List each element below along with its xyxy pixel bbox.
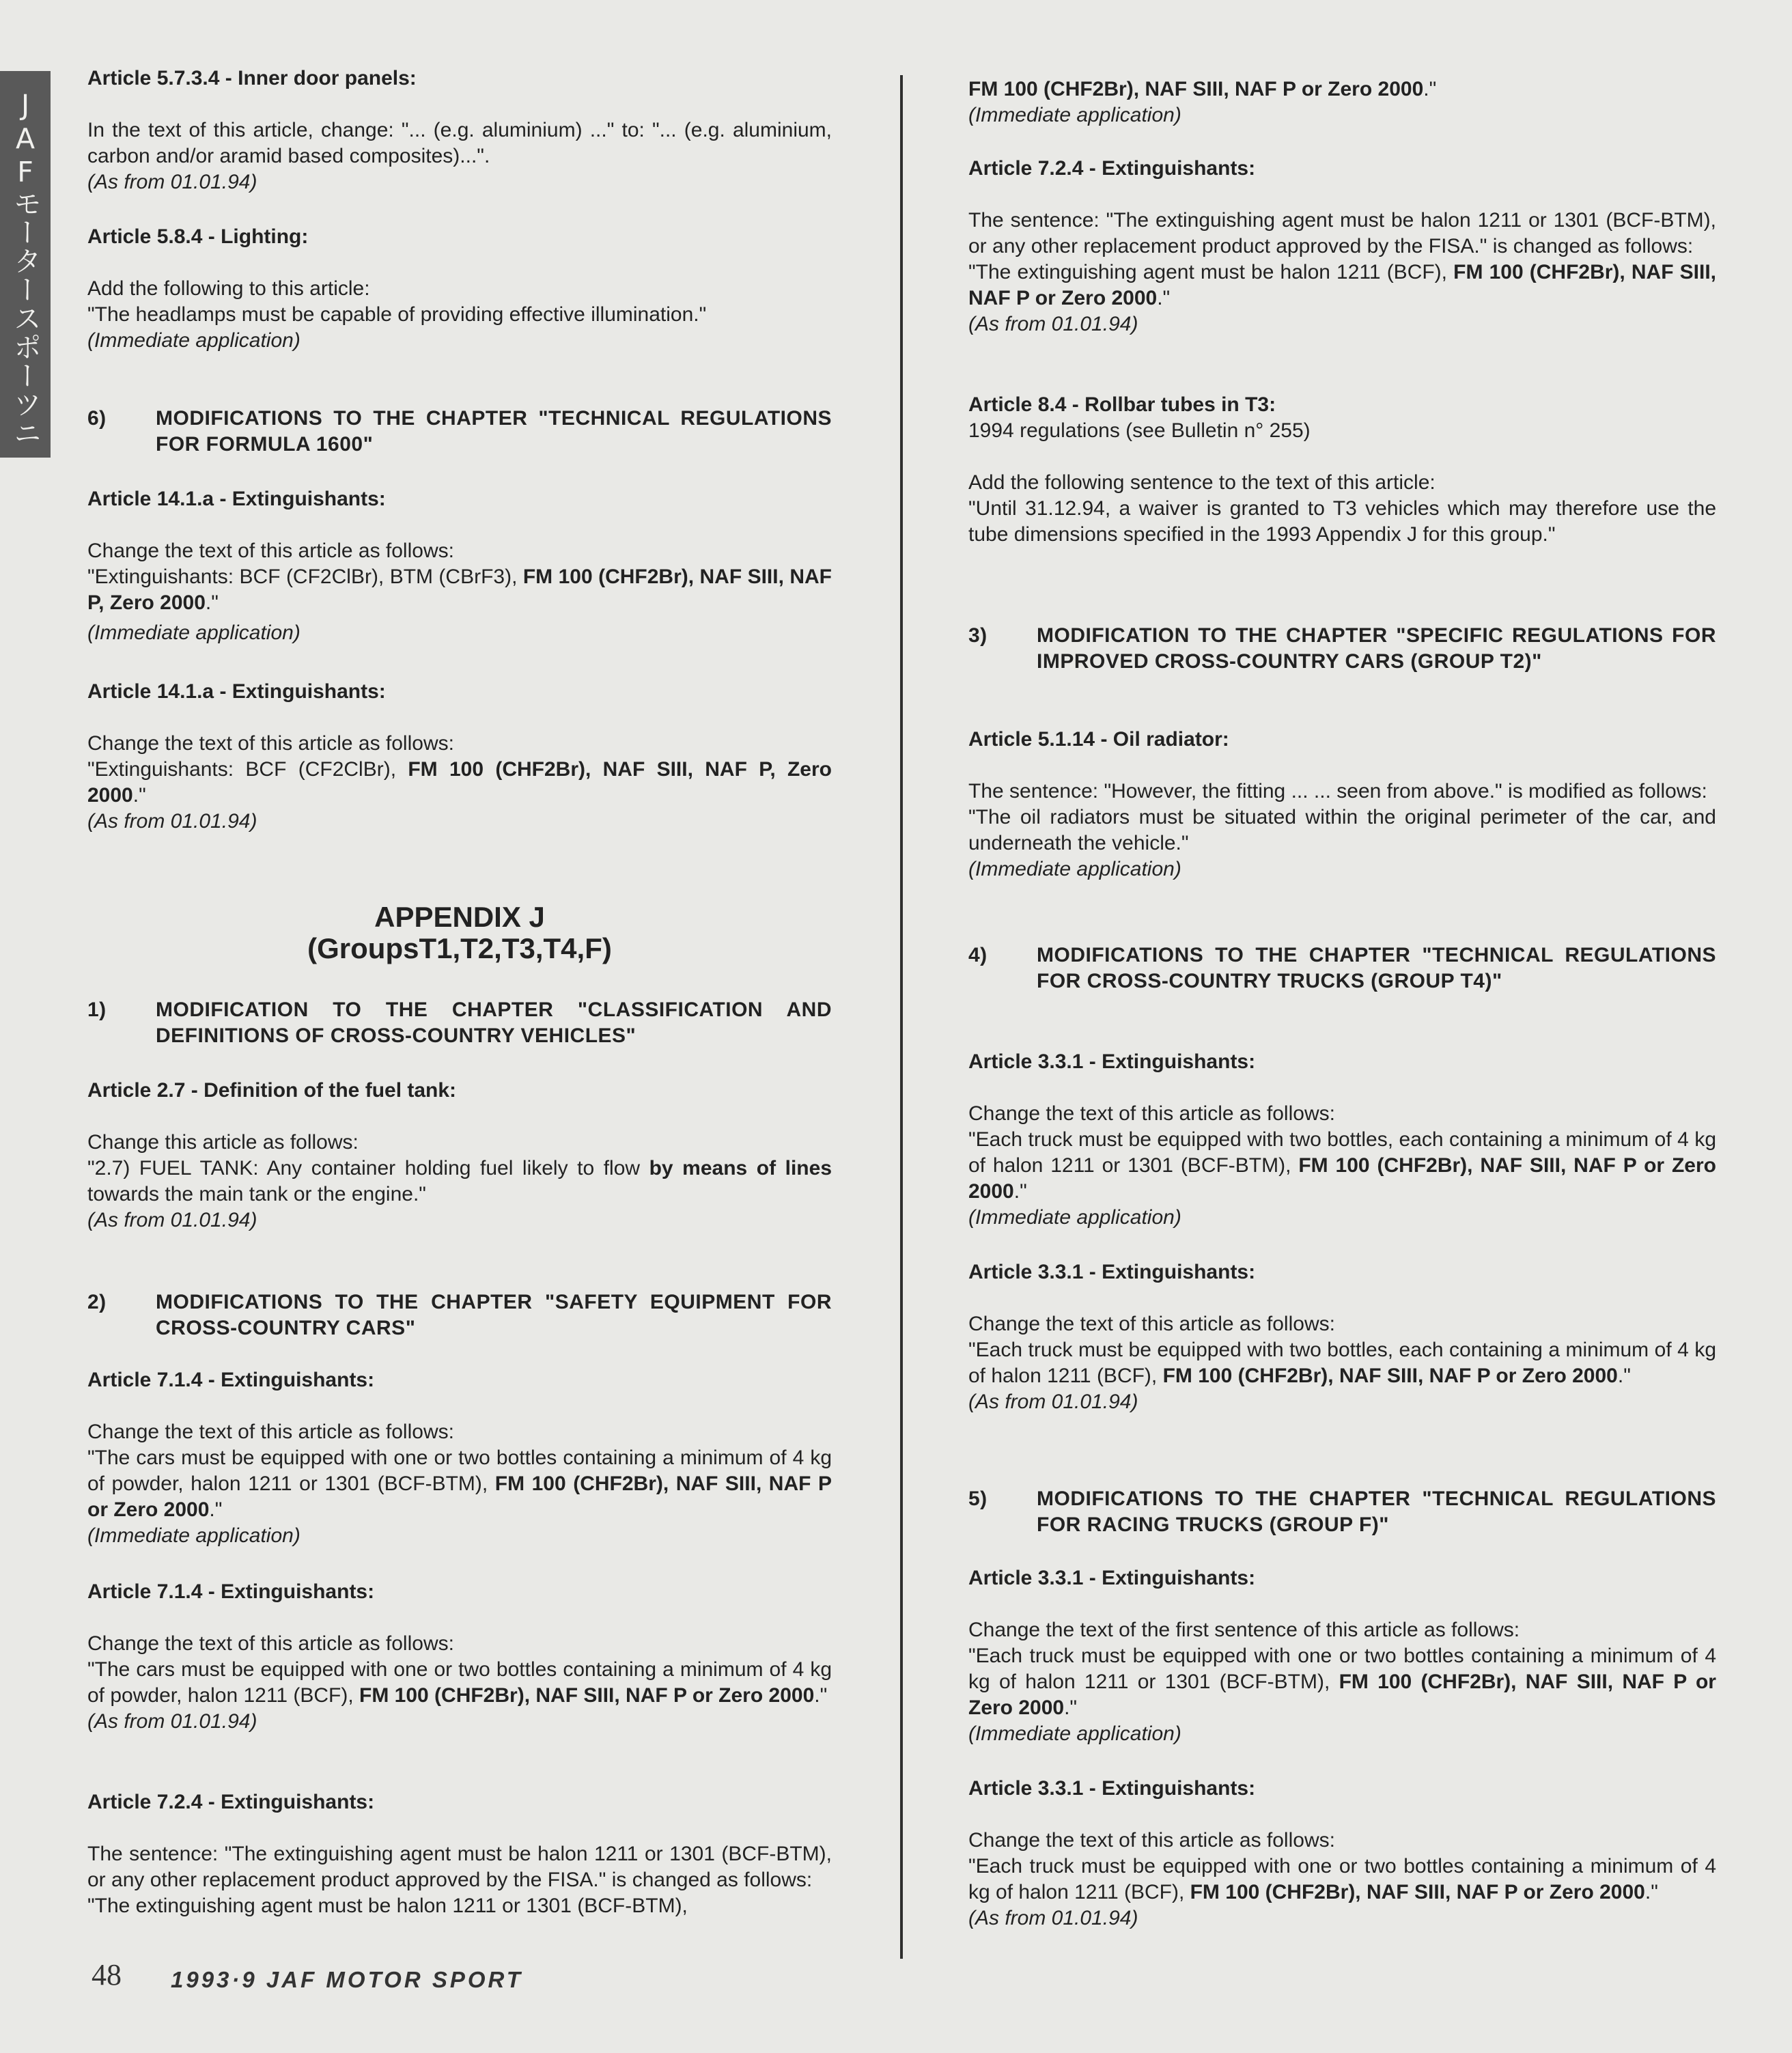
article-text xyxy=(968,1643,1716,1721)
article-heading: Article 5.1.14 - Oil radiator: xyxy=(968,728,1229,751)
article-text-end: ." xyxy=(1617,1365,1631,1387)
article-3-3-1-first xyxy=(968,1049,1716,1231)
article-text: Change the text of this article as follows: xyxy=(87,540,454,562)
article-8-4 xyxy=(968,392,1716,548)
article-heading: Article 14.1.a - Extinguishants: xyxy=(87,680,386,703)
article-text: Add the following sentence to the text of this article: xyxy=(968,471,1436,494)
article-text-end: ." xyxy=(1157,287,1171,309)
article-14-1-a-first xyxy=(87,486,832,646)
article-text-plain: "Each truck must be equipped with one or two bottles containing a minimum of 4 kg of halon 1211 or 1301 (BCF-BTM), xyxy=(968,1645,1716,1693)
article-text xyxy=(87,1657,832,1709)
article-text: Change the text of this article as follows: xyxy=(87,732,454,755)
article-text: Add the following to this article: xyxy=(87,277,370,300)
article-text-plain: "Each truck must be equipped with two bottles, each containing a minimum of 4 kg of halon 1211 (BCF), xyxy=(968,1339,1716,1387)
section-title: MODIFICATIONS TO THE CHAPTER "SAFETY EQUIPMENT FOR CROSS-COUNTRY CARS" xyxy=(156,1291,832,1339)
article-text-end: ." xyxy=(814,1684,828,1707)
article-text-end: ." xyxy=(1423,78,1437,100)
article-5-8-4 xyxy=(87,224,832,354)
article-14-1-a-second xyxy=(87,679,832,835)
article-text: The sentence: "However, the fitting ... ... seen from above." is modified as follows: xyxy=(968,780,1707,802)
article-heading: Article 7.1.4 - Extinguishants: xyxy=(87,1580,375,1603)
section-6 xyxy=(87,406,832,458)
article-text-end: ." xyxy=(1064,1696,1078,1719)
article-note: (Immediate application) xyxy=(87,622,300,644)
article-text-bold: FM 100 (CHF2Br), NAF SIII, NAF P or Zero 2000 xyxy=(968,78,1424,100)
article-text: "Until 31.12.94, a waiver is granted to T3 vehicles which may therefore use the tube dimensions specified in the 1993 Appendix J for this group." xyxy=(968,497,1716,546)
article-heading: Article 7.2.4 - Extinguishants: xyxy=(87,1791,375,1813)
article-text: The sentence: "The extinguishing agent must be halon 1211 or 1301 (BCF-BTM), or any other replacement product approved by the FISA." is changed as follows: xyxy=(87,1843,832,1891)
section-number: 1) xyxy=(87,998,107,1021)
article-heading: Article 3.3.1 - Extinguishants: xyxy=(968,1777,1256,1800)
article-note: (Immediate application) xyxy=(968,1722,1181,1745)
article-text: Change the text of the first sentence of this article as follows: xyxy=(968,1619,1520,1641)
section-1 xyxy=(87,997,832,1049)
article-text xyxy=(968,1854,1716,1905)
article-note: (As from 01.01.94) xyxy=(87,1710,257,1733)
article-text-bold: FM 100 (CHF2Br), NAF SIII, NAF P or Zero 2000 xyxy=(1162,1365,1618,1387)
article-text: Change the text of this article as follows: xyxy=(87,1421,454,1443)
article-text-bold: by means of lines xyxy=(649,1157,832,1179)
appendix-title: APPENDIX J xyxy=(374,901,545,933)
article-note: (As from 01.01.94) xyxy=(968,1391,1138,1413)
section-title: MODIFICATION TO THE CHAPTER "CLASSIFICATION AND DEFINITIONS OF CROSS-COUNTRY VEHICLES" xyxy=(156,998,832,1047)
article-text-plain: "Each truck must be equipped with one or two bottles containing a minimum of 4 kg of halon 1211 (BCF), xyxy=(968,1855,1716,1903)
article-note: (As from 01.01.94) xyxy=(87,810,257,833)
appendix-subtitle: (GroupsT1,T2,T3,T4,F) xyxy=(307,932,612,964)
footer-title: 1993·9 JAF MOTOR SPORT xyxy=(171,1967,523,1992)
article-text-plain: "The cars must be equipped with one or two bottles containing a minimum of 4 kg of powder, halon 1211 or 1301 (BCF-BTM), xyxy=(87,1447,832,1495)
article-text: "The headlamps must be capable of providing effective illumination." xyxy=(87,303,707,326)
section-2 xyxy=(87,1289,832,1341)
article-text: Change this article as follows: xyxy=(87,1131,359,1154)
column-divider xyxy=(900,75,903,1959)
article-5-7-3-4 xyxy=(87,66,832,195)
article-note: (Immediate application) xyxy=(87,329,300,352)
article-text xyxy=(968,1127,1716,1205)
article-3-3-1-fourth xyxy=(968,1776,1716,1931)
article-text: The sentence: "The extinguishing agent must be halon 1211 or 1301 (BCF-BTM), or any other replacement product approved by the FISA." is changed as follows: xyxy=(968,209,1716,257)
article-text-plain: "Each truck must be equipped with two bottles, each containing a minimum of 4 kg of halon 1211 or 1301 (BCF-BTM), xyxy=(968,1128,1716,1177)
article-heading: Article 3.3.1 - Extinguishants: xyxy=(968,1050,1256,1073)
section-number: 6) xyxy=(87,407,107,430)
section-title: MODIFICATION TO THE CHAPTER "SPECIFIC REGULATIONS FOR IMPROVED CROSS-COUNTRY CARS (GROUP T2)" xyxy=(1037,624,1716,673)
article-text-plain: "The extinguishing agent must be halon 1211 (BCF), xyxy=(968,261,1454,283)
section-number: 4) xyxy=(968,944,988,966)
section-title: MODIFICATIONS TO THE CHAPTER "TECHNICAL REGULATIONS FOR FORMULA 1600" xyxy=(156,407,832,456)
article-heading: Article 7.2.4 - Extinguishants: xyxy=(968,157,1256,180)
article-text-end: ." xyxy=(205,591,219,614)
article-heading: Article 3.3.1 - Extinguishants: xyxy=(968,1567,1256,1589)
section-title: MODIFICATIONS TO THE CHAPTER "TECHNICAL REGULATIONS FOR CROSS-COUNTRY TRUCKS (GROUP T4)" xyxy=(1037,944,1716,992)
article-note: (As from 01.01.94) xyxy=(87,171,257,193)
section-number: 2) xyxy=(87,1291,107,1313)
section-title: MODIFICATIONS TO THE CHAPTER "TECHNICAL REGULATIONS FOR RACING TRUCKS (GROUP F)" xyxy=(1037,1488,1716,1536)
article-text-plain: "The cars must be equipped with one or two bottles containing a minimum of 4 kg of powder, halon 1211 (BCF), xyxy=(87,1658,832,1707)
article-text-plain: "2.7) FUEL TANK: Any container holding fuel likely to flow xyxy=(87,1157,649,1179)
article-7-1-4-first xyxy=(87,1367,832,1549)
article-text-bold: FM 100 (CHF2Br), NAF SIII, NAF P or Zero 2000 xyxy=(87,1472,832,1521)
section-number: 3) xyxy=(968,624,988,647)
article-text-bold: FM 100 (CHF2Br), NAF SIII, NAF P or Zero 2000 xyxy=(1190,1881,1645,1903)
side-tab: JAFモータースポーツニ xyxy=(0,71,51,458)
article-text: Change the text of this article as follows: xyxy=(968,1829,1335,1852)
article-7-2-4-left xyxy=(87,1789,832,1919)
article-text-bold: FM 100 (CHF2Br), NAF SIII, NAF P, Zero 2000 xyxy=(87,565,832,614)
article-text-end: ." xyxy=(1013,1180,1027,1203)
article-text-bold: FM 100 (CHF2Br), NAF SIII, NAF P or Zero 2000 xyxy=(359,1684,815,1707)
page-number: 48 xyxy=(92,1958,122,1992)
article-heading: Article 5.7.3.4 - Inner door panels: xyxy=(87,67,417,89)
article-7-2-4-right xyxy=(968,156,1716,337)
article-text-bold: FM 100 (CHF2Br), NAF SIII, NAF P or Zero 2000 xyxy=(968,1154,1716,1203)
article-7-1-4-second xyxy=(87,1579,832,1735)
article-text: Change the text of this article as follows: xyxy=(968,1102,1335,1125)
article-heading: Article 2.7 - Definition of the fuel tank: xyxy=(87,1079,457,1102)
article-heading: Article 3.3.1 - Extinguishants: xyxy=(968,1261,1256,1283)
article-note: (Immediate application) xyxy=(968,1206,1181,1229)
article-text-bold: FM 100 (CHF2Br), NAF SIII, NAF P or Zero 2000 xyxy=(968,261,1717,309)
article-heading: Article 8.4 - Rollbar tubes in T3: xyxy=(968,393,1276,416)
article-text-bold: FM 100 (CHF2Br), NAF SIII, NAF P or Zero 2000 xyxy=(968,1671,1716,1719)
article-heading: Article 14.1.a - Extinguishants: xyxy=(87,488,386,510)
article-note: (Immediate application) xyxy=(968,858,1181,880)
section-5 xyxy=(968,1486,1716,1538)
article-note: (As from 01.01.94) xyxy=(968,1907,1138,1929)
article-heading: Article 5.8.4 - Lighting: xyxy=(87,225,309,248)
section-3 xyxy=(968,623,1716,675)
article-note: (Immediate application) xyxy=(968,104,1181,126)
article-text-bold: FM 100 (CHF2Br), NAF SIII, NAF P, Zero 2000 xyxy=(87,758,832,807)
article-continuation xyxy=(968,76,1716,128)
article-text-end: ." xyxy=(132,784,146,807)
article-note: (As from 01.01.94) xyxy=(87,1209,257,1231)
article-text: "The oil radiators must be situated within the original perimeter of the car, and underneath the vehicle." xyxy=(968,806,1716,854)
article-heading: Article 7.1.4 - Extinguishants: xyxy=(87,1369,375,1391)
article-text-end: ." xyxy=(1644,1881,1658,1903)
article-text: "The extinguishing agent must be halon 1211 or 1301 (BCF-BTM), xyxy=(87,1895,688,1917)
article-text xyxy=(968,1337,1716,1389)
section-4 xyxy=(968,942,1716,994)
article-note: (Immediate application) xyxy=(87,1524,300,1547)
article-text: Change the text of this article as follows: xyxy=(87,1632,454,1655)
article-text xyxy=(87,757,832,809)
article-text-plain: "Extinguishants: BCF (CF2ClBr), BTM (CBrF3), xyxy=(87,565,523,588)
article-text: In the text of this article, change: "... (e.g. aluminium) ..." to: "... (e.g. aluminium, carbon and/or aramid based composites)...". xyxy=(87,119,832,167)
article-text xyxy=(87,564,832,616)
article-subheading: 1994 regulations (see Bulletin n° 255) xyxy=(968,419,1311,442)
section-number: 5) xyxy=(968,1488,988,1510)
article-text: Change the text of this article as follows: xyxy=(968,1313,1335,1335)
article-text-plain: "Extinguishants: BCF (CF2ClBr), xyxy=(87,758,408,781)
article-text-end: towards the main tank or the engine." xyxy=(87,1183,426,1205)
article-3-3-1-second xyxy=(968,1259,1716,1415)
article-3-3-1-third xyxy=(968,1565,1716,1747)
article-text xyxy=(968,260,1716,311)
article-note: (As from 01.01.94) xyxy=(968,313,1138,335)
article-5-1-14 xyxy=(968,727,1716,882)
article-text-end: ." xyxy=(209,1498,223,1521)
article-2-7 xyxy=(87,1078,832,1233)
article-text xyxy=(87,1156,832,1207)
article-text xyxy=(87,1445,832,1523)
